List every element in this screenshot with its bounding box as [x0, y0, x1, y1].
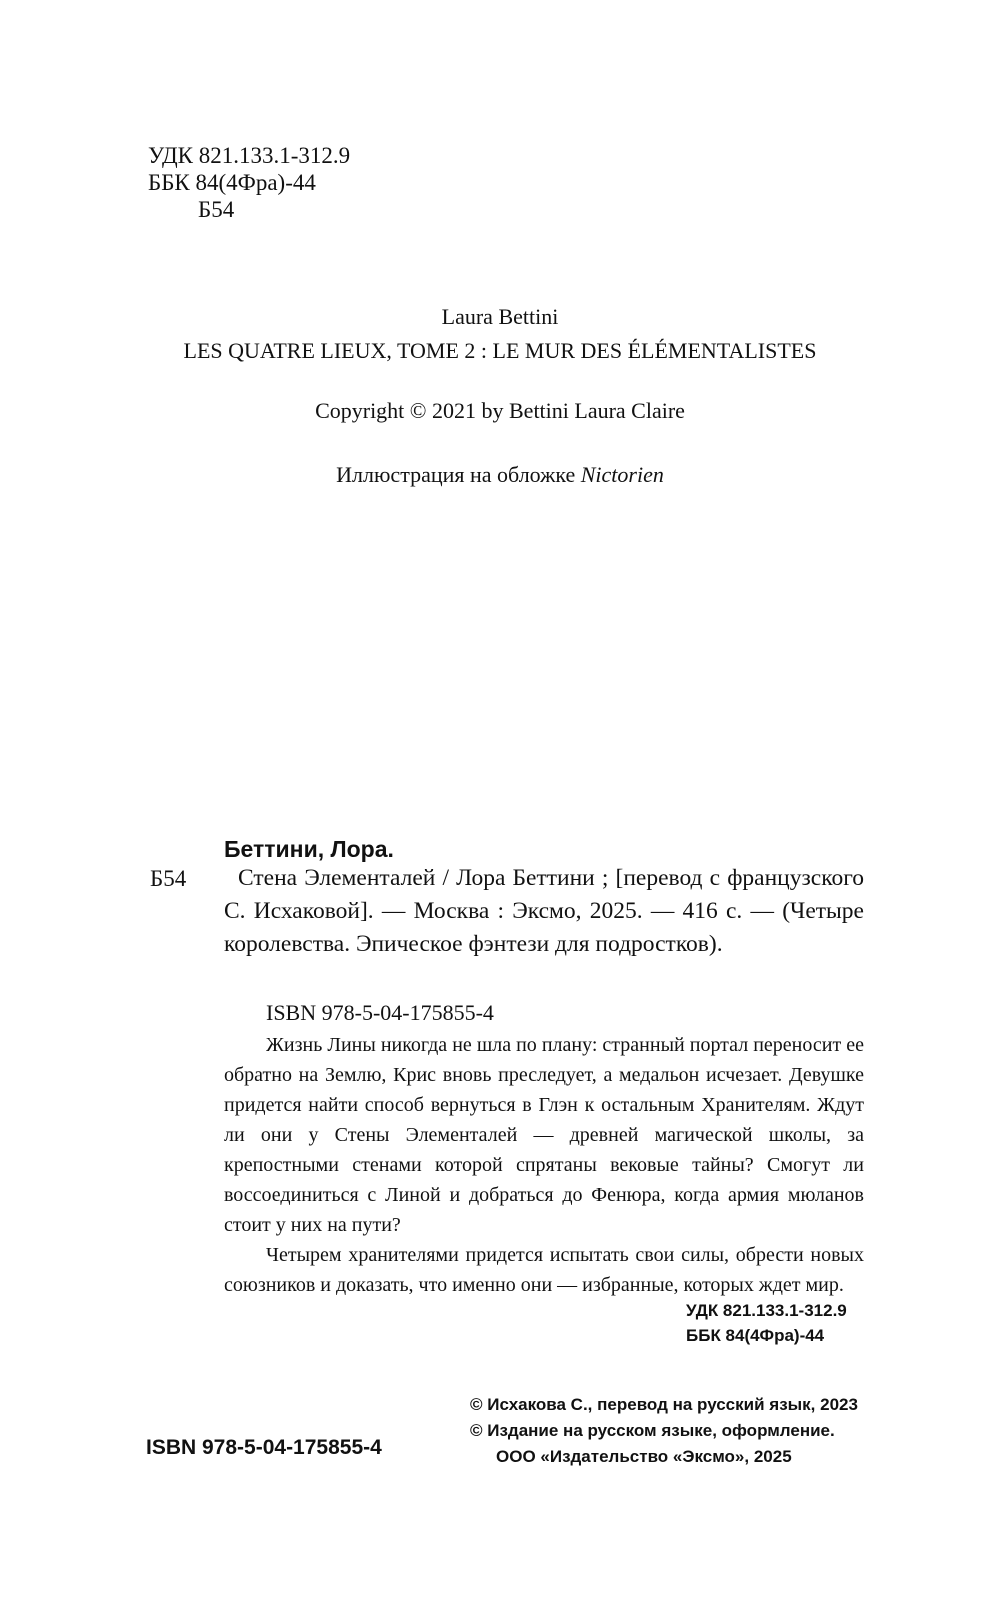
author-mark: Б54 [198, 197, 235, 222]
footer-bbk-code: ББК 84(4Фра)-44 [686, 1326, 825, 1345]
illustrator-name: Nictorien [580, 462, 664, 487]
annotation-paragraph-2: Четырем хранителями придется испытать свои силы, обрести новых союзников и доказать, что именно они — избранные, которых ждет мир. [224, 1244, 864, 1296]
annotation-paragraph-1: Жизнь Лины никогда не шла по плану: странный портал переносит ее обратно на Землю, Крис вновь преследует, а медальон исчезает. Девушке придется найти способ вернуться в Глэн к остальным Хранителям. Ждут ли они у Стены Элементалей — древней магической школы, за крепостными стенами которой спрятаны вековые тайны? Смогут ли воссоединиться с Линой и добраться до Фенюра, когда армия мюланов стоит у них на пути? [224, 1034, 864, 1236]
udk-code: УДК 821.133.1-312.9 [148, 143, 351, 168]
copyright-block [470, 1392, 858, 1470]
entry-author-mark: Б54 [150, 866, 187, 891]
classification-block-bottom [590, 1298, 862, 1348]
bbk-code: ББК 84(4Фра)-44 [148, 170, 316, 195]
copyright-translation: © Исхакова С., перевод на русский язык, 2023 [470, 1395, 858, 1414]
entry-author-heading: Беттини, Лора. [224, 836, 394, 862]
illustration-prefix: Иллюстрация на обложке [336, 462, 576, 487]
original-copyright: Copyright © 2021 by Bettini Laura Claire [315, 398, 685, 423]
classification-block-top [148, 142, 350, 223]
illustration-credit [0, 462, 1000, 488]
original-title: LES QUATRE LIEUX, TOME 2 : LE MUR DES ÉLÉMENTALISTES [183, 338, 817, 363]
entry-isbn: ISBN 978-5-04-175855-4 [266, 1000, 494, 1025]
footer-isbn: ISBN 978-5-04-175855-4 [146, 1436, 382, 1459]
original-author: Laura Bettini [441, 304, 559, 329]
publisher: ООО «Издательство «Эксмо», 2025 [496, 1447, 792, 1466]
footer-udk-code: УДК 821.133.1-312.9 [686, 1301, 847, 1320]
annotation [224, 1030, 864, 1300]
copyright-edition: © Издание на русском языке, оформление. [470, 1421, 835, 1440]
entry-description: Стена Элементалей / Лора Беттини ; [перевод с французского С. Исхаковой]. — Москва : Эксмо, 2025. — 416 с. — (Четыре королевства. Эпическое фэнтези для подростков). [224, 865, 864, 957]
